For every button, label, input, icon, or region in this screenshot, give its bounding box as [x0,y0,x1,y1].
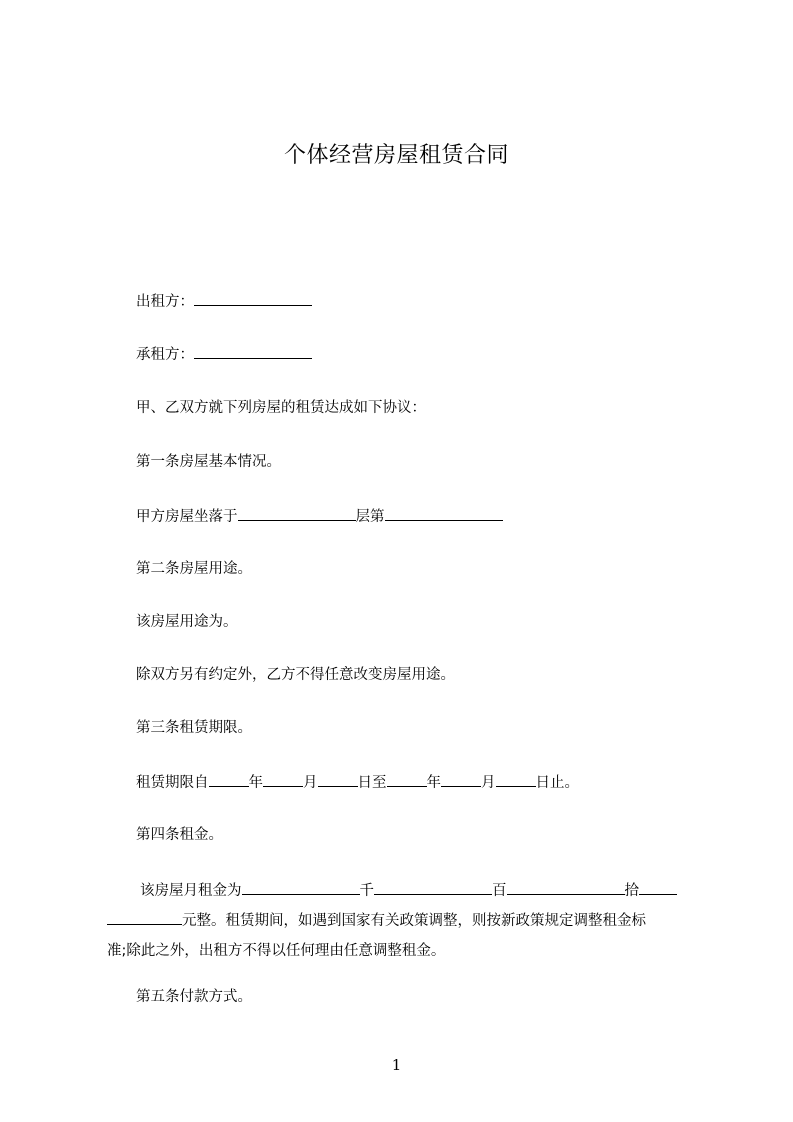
lessee-blank [194,344,312,359]
article-4-paragraph [107,876,707,966]
month-label: 月 [481,775,496,791]
article-2-heading: 第二条房屋用途。 [136,561,252,577]
lessor-line [136,291,312,312]
ten-blank [507,880,625,895]
day-end-label: 日止。 [535,775,579,791]
article-5-heading: 第五条付款方式。 [136,989,252,1005]
lessee-label: 承租方： [136,347,194,363]
hundred-blank [374,880,492,895]
start-month-blank [263,772,303,787]
hundred-label: 百 [492,883,507,899]
floor-label: 层第 [355,509,385,525]
page-number: 1 [391,1056,402,1074]
rent-lead: 该房屋月租金为 [140,883,242,899]
floor-blank [385,506,503,521]
end-day-blank [496,772,536,787]
document-title: 个体经营房屋租赁合同 [283,143,509,168]
location-blank [238,506,356,521]
end-month-blank [441,772,481,787]
end-year-blank [387,772,427,787]
yuan-blank-a [639,880,677,895]
article-1-text [136,506,503,527]
location-label: 甲方房屋坐落于 [136,509,238,525]
intro-paragraph: 甲、乙双方就下列房屋的租赁达成如下协议： [136,400,426,416]
lessee-line [136,344,312,365]
lessor-blank [194,291,312,306]
thousand-label: 千 [359,883,374,899]
thousand-blank [242,880,360,895]
day-to-label: 日至 [357,775,387,791]
article-2-usage: 该房屋用途为。 [136,614,238,630]
article-3-term [136,772,579,793]
article-4-heading: 第四条租金。 [136,827,223,843]
ten-label: 拾 [624,883,639,899]
start-day-blank [318,772,358,787]
month-label: 月 [303,775,318,791]
term-lead: 租赁期限自 [136,775,209,791]
yuan-blank-b [107,910,182,925]
rent-adjustment-text: 元整。租赁期间，如遇到国家有关政策调整，则按新政策规定调整租金标 [182,913,646,929]
article-2-restriction: 除双方另有约定外，乙方不得任意改变房屋用途。 [136,667,455,683]
article-1-heading: 第一条房屋基本情况。 [136,454,281,470]
year-label: 年 [248,775,263,791]
year-label: 年 [426,775,441,791]
article-3-heading: 第三条租赁期限。 [136,720,252,736]
start-year-blank [209,772,249,787]
rent-adjustment-text-cont: 准;除此之外，出租方不得以任何理由任意调整租金。 [107,943,446,959]
lessor-label: 出租方： [136,294,194,310]
